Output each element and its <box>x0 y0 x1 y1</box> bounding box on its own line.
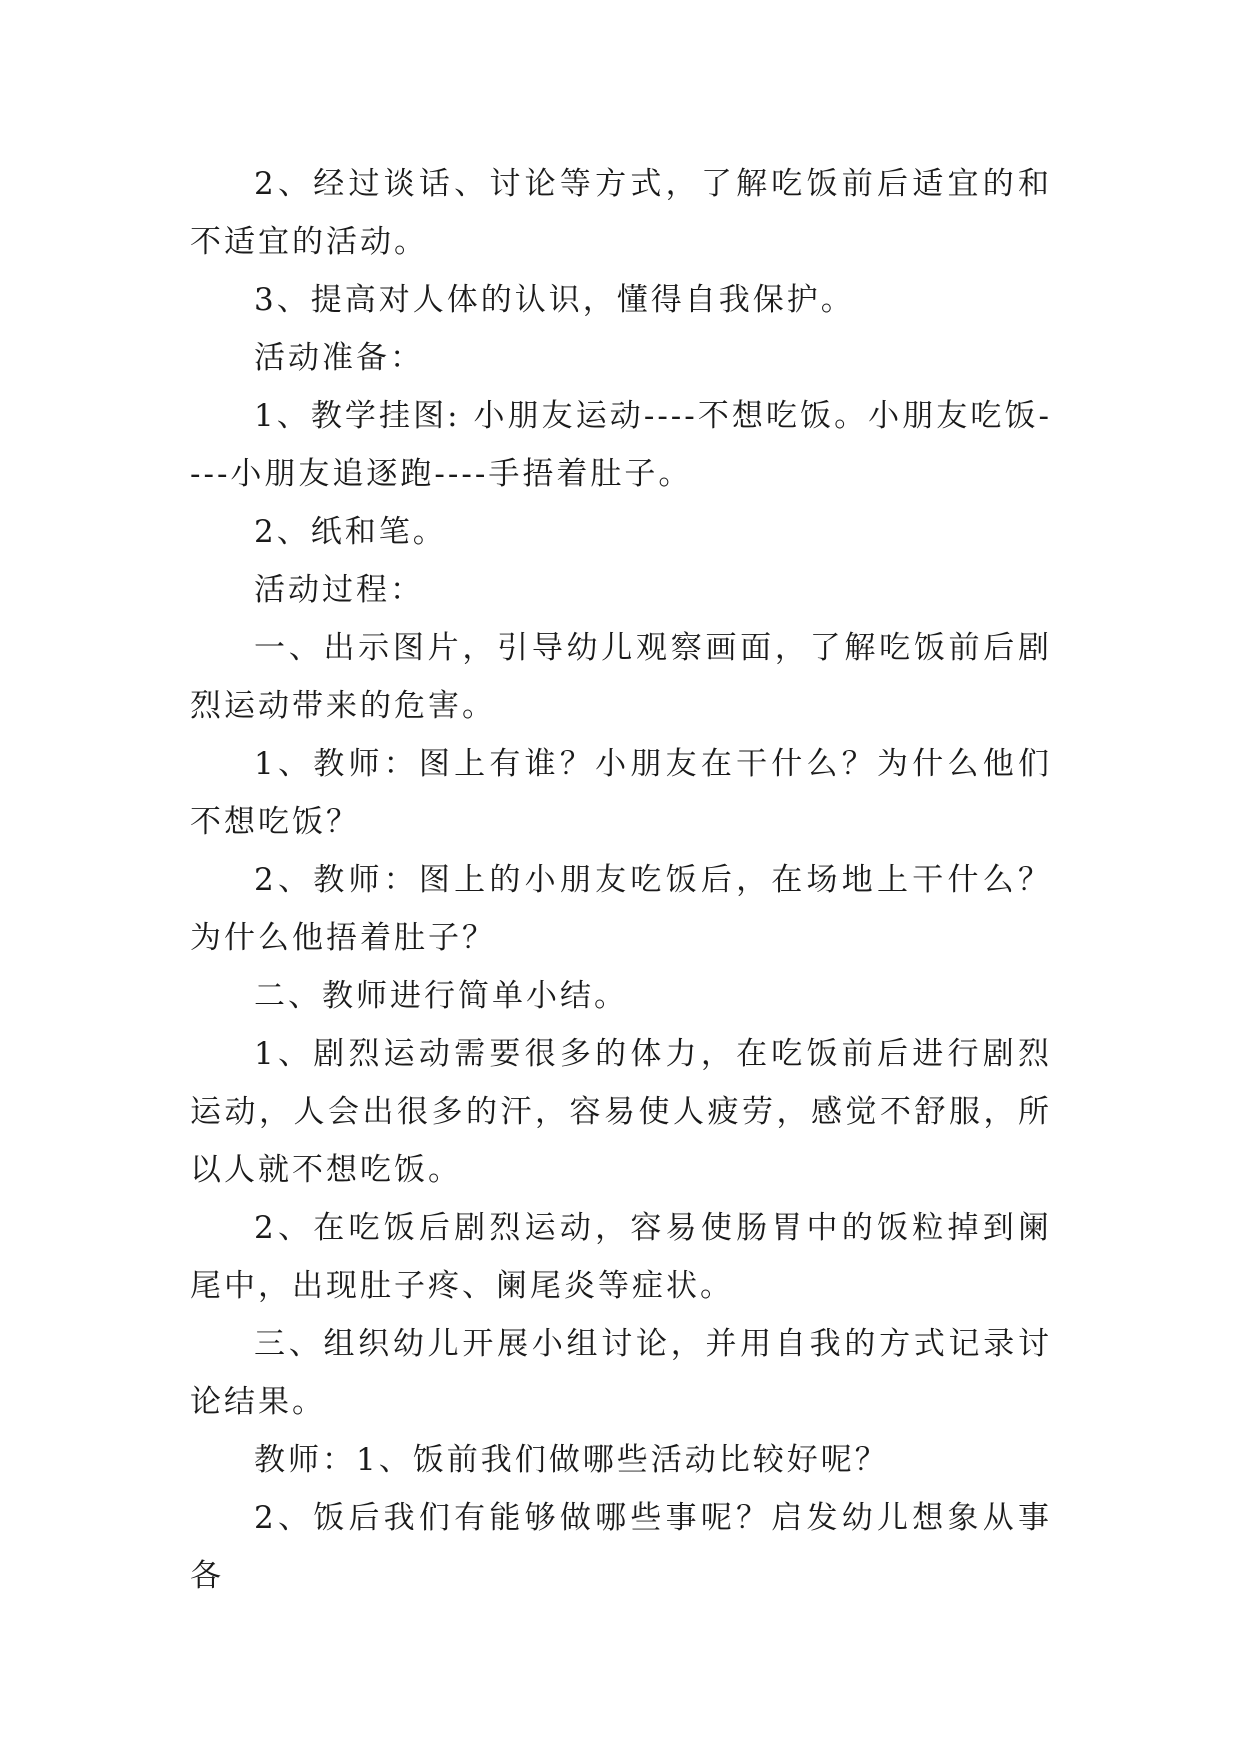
paragraph: 二、教师进行简单小结。 <box>254 978 628 1014</box>
paragraph: 2、在吃饭后剧烈运动，容易使肠胃中的饭粒掉到阑尾中，出现肚子疼、阑尾炎等症状。 <box>190 1210 1052 1304</box>
section-heading: 活动准备： <box>254 340 424 376</box>
paragraph: 2、经过谈话、讨论等方式，了解吃饭前后适宜的和不适宜的活动。 <box>190 166 1052 260</box>
paragraph: 一、出示图片，引导幼儿观察画面，了解吃饭前后剧烈运动带来的危害。 <box>190 630 1052 724</box>
paragraph: 2、纸和笔。 <box>254 514 447 550</box>
document-body <box>190 155 1052 1605</box>
paragraph: 3、提高对人体的认识，懂得自我保护。 <box>254 282 855 318</box>
section-heading: 活动过程： <box>254 572 424 608</box>
paragraph: 2、饭后我们有能够做哪些事呢？启发幼儿想象从事各 <box>190 1500 1052 1594</box>
paragraph: 2、教师：图上的小朋友吃饭后，在场地上干什么？为什么他捂着肚子？ <box>190 862 1052 956</box>
paragraph: 三、组织幼儿开展小组讨论，并用自我的方式记录讨论结果。 <box>190 1326 1052 1420</box>
paragraph: 1、教学挂图: 小朋友运动----不想吃饭。小朋友吃饭----小朋友追逐跑----手捂着肚子。 <box>190 398 1052 492</box>
paragraph: 教师：1、饭前我们做哪些活动比较好呢？ <box>254 1442 889 1478</box>
paragraph: 1、剧烈运动需要很多的体力，在吃饭前后进行剧烈运动，人会出很多的汗，容易使人疲劳，感觉不舒服，所以人就不想吃饭。 <box>190 1036 1052 1188</box>
paragraph: 1、教师：图上有谁？小朋友在干什么？为什么他们不想吃饭？ <box>190 746 1052 840</box>
